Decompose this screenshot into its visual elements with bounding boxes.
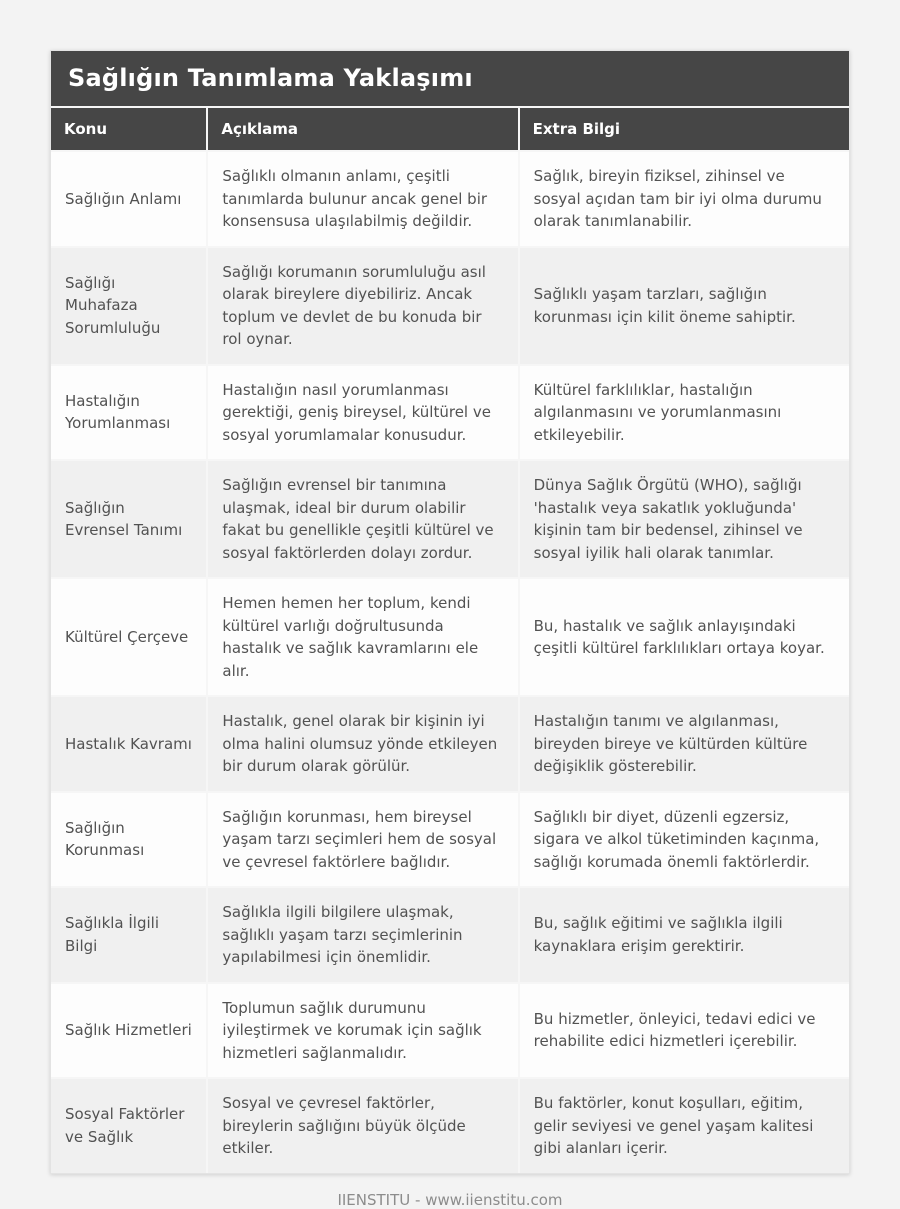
description-cell: Sağlığın korunması, hem bireysel yaşam tarzı seçimleri hem de sosyal ve çevresel faktörlere bağlıdır. (207, 792, 518, 888)
table-row (51, 151, 849, 247)
description-cell: Hastalığın nasıl yorumlanması gerektiği, geniş bireysel, kültürel ve sosyal yorumlamalar konusudur. (207, 365, 518, 461)
topic-cell: Hastalığın Yorumlanması (51, 365, 207, 461)
extra-info-cell: Bu faktörler, konut koşulları, eğitim, gelir seviyesi ve genel yaşam kalitesi gibi alanları içerir. (519, 1078, 849, 1173)
table-row (51, 887, 849, 983)
topic-cell: Kültürel Çerçeve (51, 578, 207, 696)
table-body (51, 151, 849, 1173)
extra-info-cell: Sağlıklı bir diyet, düzenli egzersiz, sigara ve alkol tüketiminden kaçınma, sağlığı korumada önemli faktörlerdir. (519, 792, 849, 888)
topic-cell: Sağlığı Muhafaza Sorumluluğu (51, 247, 207, 365)
table-row (51, 460, 849, 578)
topic-cell: Hastalık Kavramı (51, 696, 207, 792)
extra-info-cell: Bu hizmetler, önleyici, tedavi edici ve rehabilite edici hizmetleri içerebilir. (519, 983, 849, 1079)
topic-cell: Sağlık Hizmetleri (51, 983, 207, 1079)
extra-info-cell: Bu, hastalık ve sağlık anlayışındaki çeşitli kültürel farklılıkları ortaya koyar. (519, 578, 849, 696)
topic-cell: Sosyal Faktörler ve Sağlık (51, 1078, 207, 1173)
topic-cell: Sağlığın Evrensel Tanımı (51, 460, 207, 578)
table-row (51, 578, 849, 696)
topic-cell: Sağlıkla İlgili Bilgi (51, 887, 207, 983)
description-cell: Sosyal ve çevresel faktörler, bireylerin sağlığını büyük ölçüde etkiler. (207, 1078, 518, 1173)
topic-cell: Sağlığın Korunması (51, 792, 207, 888)
extra-info-cell: Sağlıklı yaşam tarzları, sağlığın korunması için kilit öneme sahiptir. (519, 247, 849, 365)
column-header-konu: Konu (51, 108, 207, 151)
topic-cell: Sağlığın Anlamı (51, 151, 207, 247)
column-header-extra-bilgi: Extra Bilgi (519, 108, 849, 151)
table-row (51, 983, 849, 1079)
extra-info-cell: Kültürel farklılıklar, hastalığın algılanmasını ve yorumlanmasını etkileyebilir. (519, 365, 849, 461)
page-title: Sağlığın Tanımlama Yaklaşımı (68, 64, 473, 92)
table-row (51, 247, 849, 365)
description-cell: Hastalık, genel olarak bir kişinin iyi olma halini olumsuz yönde etkileyen bir durum olarak görülür. (207, 696, 518, 792)
description-cell: Sağlıkla ilgili bilgilere ulaşmak, sağlıklı yaşam tarzı seçimlerinin yapılabilmesi için önemlidir. (207, 887, 518, 983)
extra-info-cell: Bu, sağlık eğitimi ve sağlıkla ilgili kaynaklara erişim gerektirir. (519, 887, 849, 983)
table-row (51, 792, 849, 888)
table-title-bar (51, 51, 849, 108)
health-definition-table (51, 108, 849, 1173)
table-row (51, 1078, 849, 1173)
column-header-aciklama: Açıklama (207, 108, 518, 151)
footer-attribution: IIENSTITU - www.iienstitu.com (337, 1190, 563, 1209)
description-cell: Sağlığı korumanın sorumluluğu asıl olarak bireylere diyebiliriz. Ancak toplum ve devlet de bu konuda bir rol oynar. (207, 247, 518, 365)
table-row (51, 365, 849, 461)
extra-info-cell: Dünya Sağlık Örgütü (WHO), sağlığı 'hastalık veya sakatlık yokluğunda' kişinin tam bir bedensel, zihinsel ve sosyal iyilik hali olarak tanımlar. (519, 460, 849, 578)
description-cell: Sağlıklı olmanın anlamı, çeşitli tanımlarda bulunur ancak genel bir konsensusa ulaşılabilmiş değildir. (207, 151, 518, 247)
health-definition-table-card (50, 50, 850, 1174)
extra-info-cell: Hastalığın tanımı ve algılanması, bireyden bireye ve kültürden kültüre değişiklik gösterebilir. (519, 696, 849, 792)
description-cell: Toplumun sağlık durumunu iyileştirmek ve korumak için sağlık hizmetleri sağlanmalıdır. (207, 983, 518, 1079)
description-cell: Sağlığın evrensel bir tanımına ulaşmak, ideal bir durum olabilir fakat bu genellikle çeşitli kültürel ve sosyal faktörlerden dolayı zordur. (207, 460, 518, 578)
table-row (51, 696, 849, 792)
description-cell: Hemen hemen her toplum, kendi kültürel varlığı doğrultusunda hastalık ve sağlık kavramlarını ele alır. (207, 578, 518, 696)
extra-info-cell: Sağlık, bireyin fiziksel, zihinsel ve sosyal açıdan tam bir iyi olma durumu olarak tanımlanabilir. (519, 151, 849, 247)
table-header-row (51, 108, 849, 151)
